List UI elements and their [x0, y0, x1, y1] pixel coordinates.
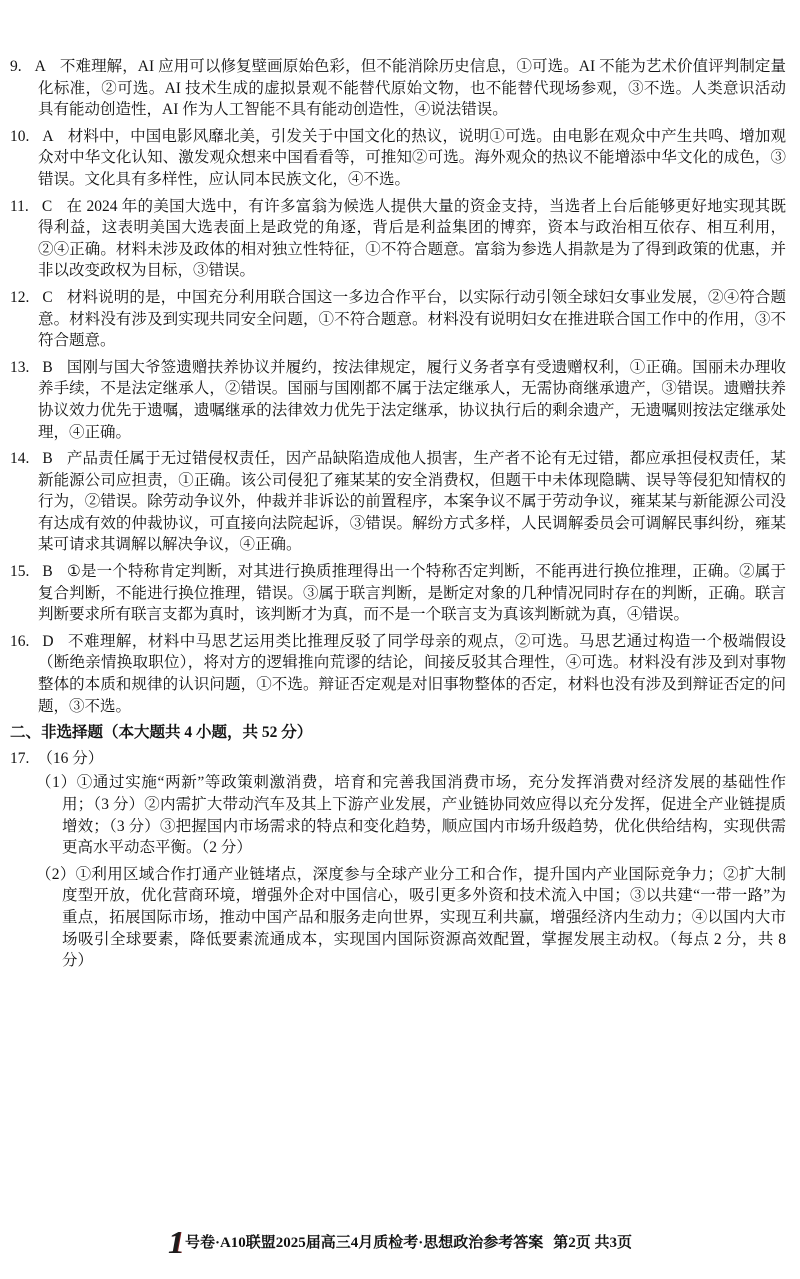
answer-explanation: ①是一个特称肯定判断，对其进行换质推理得出一个特称否定判断，不能再进行换位推理，正确。②属于复合判断，不能进行换位推理，错误。③属于联言判断，是断定对象的几种情况同时存在的判断，正确。联言判断要求所有联言支都为真时，该判断才为真，而不是一个联言支为真该判断就为真，④错误。 — [38, 563, 786, 624]
answer-explanation: 不难理解，材料中马思艺运用类比推理反驳了同学母亲的观点，②可选。马思艺通过构造一个极端假设（断绝亲情换取职位），将对方的逻辑推向荒谬的结论，间接反驳其合理性，④可选。材料没有涉及到对事物整体的本质和规律的认识问题，①不选。辩证否定观是对旧事物整体的否定，材料也没有涉及到辩证否定的问题，③不选。 — [38, 632, 786, 715]
answer-letter: C — [41, 197, 53, 215]
answer-letter: A — [42, 127, 54, 145]
answer-explanation: 材料说明的是，中国充分利用联合国这一多边合作平台，以实际行动引领全球妇女事业发展，②④符合题意。材料没有涉及到实现共同安全问题，①不符合题意。材料没有说明妇女在推进联合国工作中的作用，③不符合题意。 — [38, 288, 786, 350]
answer-letter: B — [42, 358, 53, 376]
answer-item — [10, 357, 786, 443]
brand-logo-text: 号卷 — [184, 1235, 215, 1252]
answer-item — [10, 56, 786, 121]
answer-item — [10, 126, 786, 191]
answer-item — [10, 631, 786, 717]
answer-item — [10, 196, 786, 282]
question-17-number: 17. — [10, 749, 30, 767]
part-answer-text: ①利用区域合作打通产业链堵点，深度参与全球产业分工和合作，提升国内产业国际竞争力；②扩大制度型开放，优化营商环境，增强外企对中国信心，吸引更多外资和技术流入中国；③以共建“一带一路”为重点，拓展国际市场，推动中国产品和服务走向世界，实现互利共赢，增强经济内生动力；④以国内大市场吸引全球要素，降低要素流通成本，实现国内国际资源高效配置，掌握发展主动权。（每点 2 分，共 8 分） — [62, 865, 786, 970]
answer-explanation: 材料中，中国电影风靡北美，引发关于中国文化的热议，说明①可选。由电影在观众中产生共鸣、增加观众对中华文化认知、激发观众想来中国看看等，可推知②可选。海外观众的热议不能增添中华文化的成色，③错误。文化具有多样性，应认同本民族文化，④不选。 — [38, 127, 786, 188]
answer-item — [10, 287, 786, 352]
question-number: 12. — [10, 288, 30, 306]
question-number: 14. — [10, 450, 30, 468]
question-number: 13. — [10, 358, 30, 376]
question-number: 10. — [10, 127, 30, 145]
answer-letter: C — [42, 288, 53, 306]
answer-item — [10, 561, 786, 626]
question-17-score: （16 分） — [37, 749, 104, 767]
question-number: 11. — [10, 197, 29, 215]
question-number: 16. — [10, 632, 30, 650]
section-heading: 二、非选择题（本大题共 4 小题，共 52 分） — [10, 724, 313, 742]
question-number: 15. — [10, 563, 30, 581]
answer-explanation: 国刚与国大爷签遗赠扶养协议并履约，按法律规定，履行义务者享有受遗赠权利，①正确。国丽未办理收养手续，不是法定继承人，②错误。国丽与国刚都不属于法定继承人，无需协商继承遗产，③错误。遗赠扶养协议效力优先于遗嘱，遗嘱继承的法律效力优先于法定继承，协议执行后的剩余遗产，无遗嘱则按法定继承处理，④正确。 — [38, 358, 786, 441]
question-17-part — [36, 772, 786, 858]
page-footer: 1号卷·A10联盟2025届高三4月质检考·思想政治参考答案 第2页 共3页 — [167, 1224, 633, 1261]
question-number: 9. — [10, 58, 22, 75]
part-label: （1） — [36, 774, 77, 792]
answer-explanation: 产品责任属于无过错侵权责任，因产品缺陷造成他人损害，生产者不论有无过错，都应承担侵权责任，某新能源公司应担责，①正确。该公司侵犯了雍某某的安全消费权，但题干中未体现隐瞒、误导等侵犯知情权的行为，②错误。除劳动争议外，仲裁并非诉讼的前置程序，本案争议不属于劳动争议，雍某某与新能源公司没有达成有效的仲裁协议，可直接向法院起诉，③错误。解纷方式多样，人民调解委员会可调解民事纠纷，雍某某可请求其调解以解决争议，④正确。 — [38, 450, 786, 554]
question-17-block — [10, 748, 786, 972]
answer-letter: A — [34, 58, 46, 75]
question-17-header — [10, 748, 786, 770]
question-17-part — [36, 864, 786, 972]
answer-letter: D — [42, 632, 54, 650]
footer-caption: ·A10联盟2025届高三4月质检考·思想政治参考答案 — [214, 1235, 544, 1252]
answer-letter: B — [42, 563, 53, 581]
part-answer-text: ①通过实施“两新”等政策刺激消费，培育和完善我国消费市场，充分发挥消费对经济发展的基础性作用；（3 分）②内需扩大带动汽车及其上下游产业发展，产业链协同效应得以充分发挥，促进全产业链提质增效；（3 分）③把握国内市场需求的特点和变化趋势，顺应国内市场升级趋势，优化供给结构，实现供需更高水平动态平衡。（2 分） — [62, 774, 786, 857]
answer-explanation: 在 2024 年的美国大选中，有许多富翁为候选人提供大量的资金支持，当选者上台后能够更好地实现其既得利益，这表明美国大选表面上是政党的角逐，背后是利益集团的博弈，资本与政治相互依存、相互利用，②④正确。材料未涉及政体的相对独立性特征，①不符合题意。富翁为参选人捐款是为了得到政策的优惠，并非以改变政权为目标，③错误。 — [38, 197, 786, 280]
part-label: （2） — [36, 865, 76, 883]
answer-explanation: 不难理解，AI 应用可以修复壁画原始色彩，但不能消除历史信息，①可选。AI 不能为艺术价值评判制定量化标准，②可选。AI 技术生成的虚拟景观不能替代原始文物，也不能替代现场参观，③不选。人类意识活动具有能动创造性，AI 作为人工智能不具有能动创造性，④说法错误。 — [38, 58, 786, 119]
choice-answers-section — [10, 56, 786, 717]
answer-letter: B — [42, 450, 53, 468]
page-number: 第2页 共3页 — [553, 1235, 633, 1252]
answer-item — [10, 448, 786, 556]
